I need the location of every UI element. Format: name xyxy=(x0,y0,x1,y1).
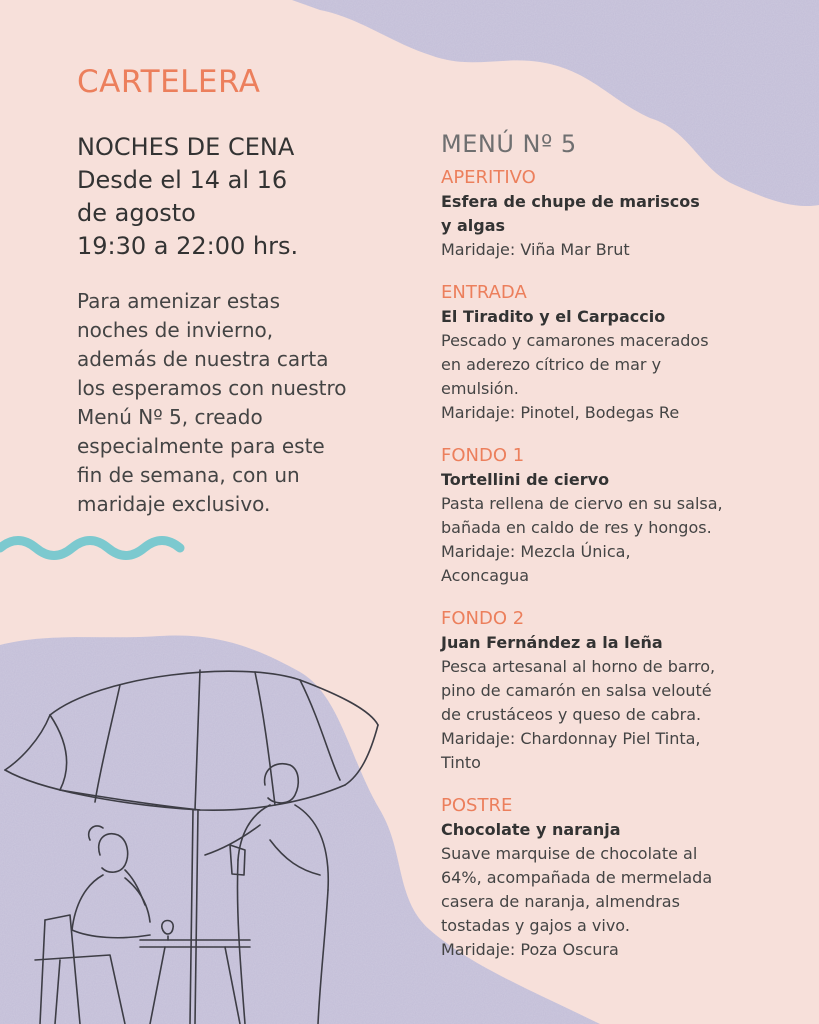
dish-name: Juan Fernández a la leña xyxy=(441,633,663,652)
intro-line: los esperamos con nuestro xyxy=(77,376,347,400)
course-name: APERITIVO xyxy=(441,167,536,188)
menu-course xyxy=(441,794,811,962)
dish-description: Pesca artesanal al horno de barro, xyxy=(441,657,716,676)
course-list xyxy=(441,166,811,962)
dish-description: 64%, acompañada de mermelada xyxy=(441,868,713,887)
menu-course xyxy=(441,281,811,425)
dish-description: tostadas y gajos a vivo. xyxy=(441,916,630,935)
event-dates-line2: de agosto xyxy=(77,199,196,227)
dish-description: de crustáceos y queso de cabra. xyxy=(441,705,702,724)
menu-section xyxy=(441,130,811,981)
wine-pairing: Maridaje: Pinotel, Bodegas Re xyxy=(441,403,680,422)
dish-name: El Tiradito y el Carpaccio xyxy=(441,307,666,326)
intro-line: noches de invierno, xyxy=(77,318,274,342)
event-block xyxy=(77,131,298,263)
intro-line: además de nuestra carta xyxy=(77,347,329,371)
dish-description: pino de camarón en salsa velouté xyxy=(441,681,712,700)
dish-name: Esfera de chupe de mariscos xyxy=(441,192,700,211)
page-title: CARTELERA xyxy=(77,64,261,100)
wine-pairing: Maridaje: Poza Oscura xyxy=(441,940,619,959)
dish-description: casera de naranja, almendras xyxy=(441,892,680,911)
menu-course xyxy=(441,166,811,262)
dish-description: bañada en caldo de res y hongos. xyxy=(441,518,712,537)
event-title: NOCHES DE CENA xyxy=(77,133,295,161)
course-name: ENTRADA xyxy=(441,282,527,303)
intro-text xyxy=(77,287,397,519)
course-name: POSTRE xyxy=(441,795,513,816)
intro-line: maridaje exclusivo. xyxy=(77,492,271,516)
dish-description: Pescado y camarones macerados xyxy=(441,331,709,350)
intro-line: fin de semana, con un xyxy=(77,463,300,487)
intro-line: Menú Nº 5, creado xyxy=(77,405,263,429)
menu-title: MENÚ Nº 5 xyxy=(441,130,577,158)
course-name: FONDO 1 xyxy=(441,445,525,466)
menu-course xyxy=(441,444,811,588)
event-dates-line1: Desde el 14 al 16 xyxy=(77,166,288,194)
dish-description: emulsión. xyxy=(441,379,519,398)
dish-description: Suave marquise de chocolate al xyxy=(441,844,698,863)
dish-name: y algas xyxy=(441,216,506,235)
dish-description: en aderezo cítrico de mar y xyxy=(441,355,662,374)
intro-line: especialmente para este xyxy=(77,434,325,458)
menu-course xyxy=(441,607,811,775)
dish-name: Tortellini de ciervo xyxy=(441,470,610,489)
umbrella-cafe-illustration xyxy=(0,660,400,1024)
dish-description: Pasta rellena de ciervo en su salsa, xyxy=(441,494,723,513)
course-name: FONDO 2 xyxy=(441,608,525,629)
dish-name: Chocolate y naranja xyxy=(441,820,621,839)
wine-pairing: Maridaje: Mezcla Única, xyxy=(441,542,631,561)
intro-line: Para amenizar estas xyxy=(77,289,281,313)
wine-pairing: Tinto xyxy=(441,753,481,772)
wave-decoration xyxy=(0,541,180,556)
wine-pairing: Aconcagua xyxy=(441,566,530,585)
wine-pairing: Maridaje: Chardonnay Piel Tinta, xyxy=(441,729,701,748)
wine-pairing: Maridaje: Viña Mar Brut xyxy=(441,240,630,259)
event-time: 19:30 a 22:00 hrs. xyxy=(77,232,299,260)
